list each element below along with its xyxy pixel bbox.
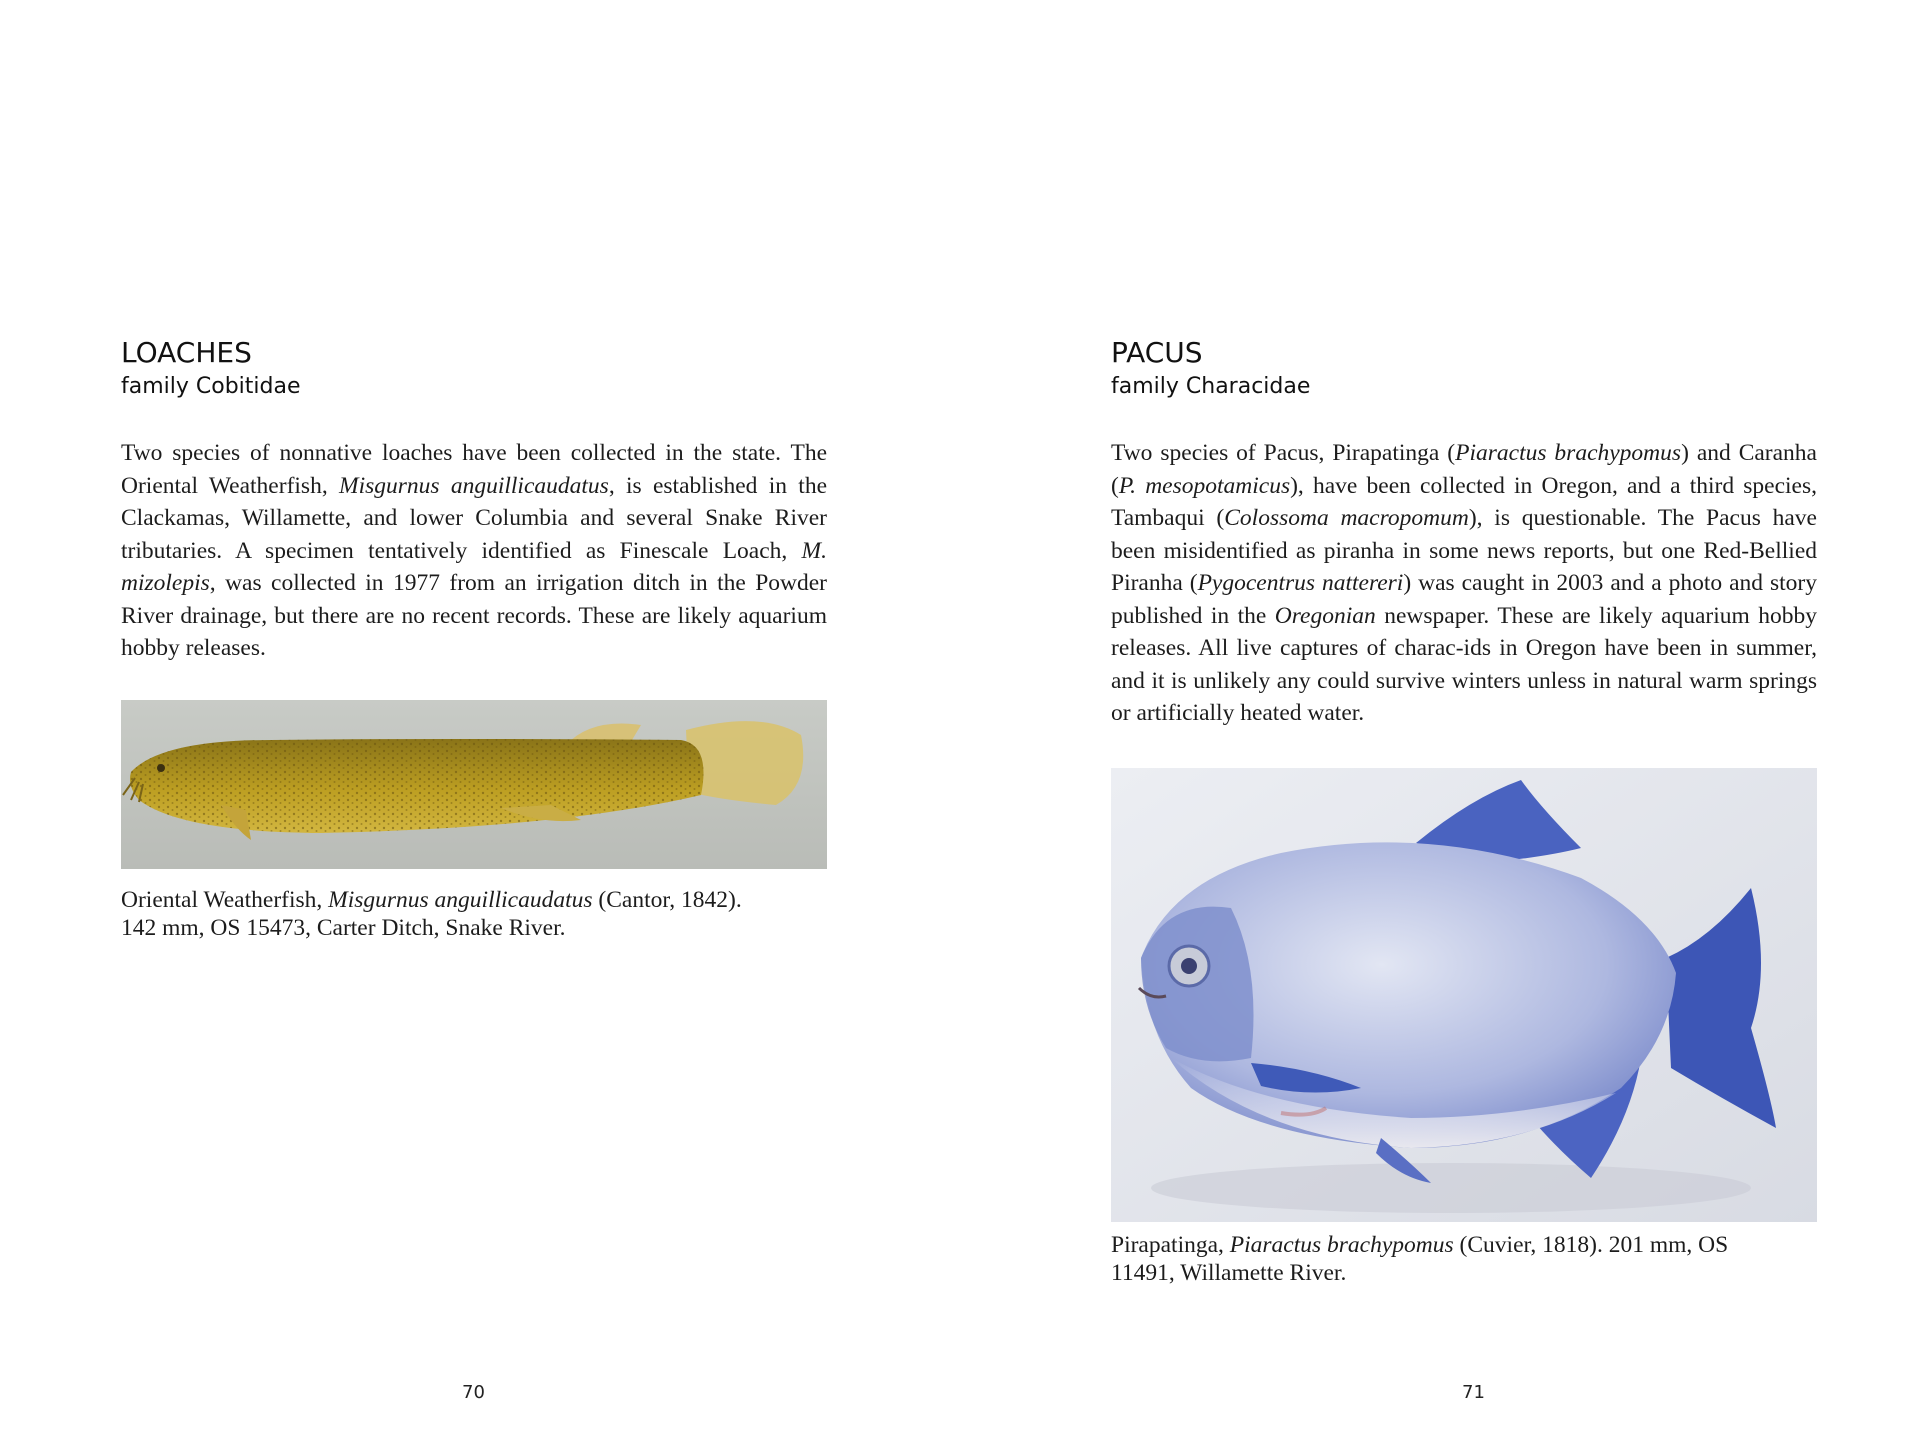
loaches-body-text	[121, 437, 827, 665]
text-run: ) was caught in 2003 and a photo and story published in the	[1111, 570, 1817, 629]
text-run: Pirapatinga,	[1111, 1232, 1230, 1258]
text-run: ) and Caranha (	[1111, 440, 1817, 499]
section-heading-pacus: PACUS	[1111, 336, 1203, 369]
italic-text-run: Misgurnus anguillicaudatus	[328, 887, 593, 913]
italic-text-run: Piaractus brachypomus	[1455, 440, 1682, 466]
text-run: ), have been collected in Oregon, and a third species, Tambaqui (	[1111, 472, 1817, 531]
pacus-body-text	[1111, 437, 1817, 730]
italic-text-run: Pygocentrus nattereri	[1197, 570, 1404, 596]
text-run: ), is questionable. The Pacus have been misidentified as piranha in some news reports, but one Red-Bellied Piranha (	[1111, 505, 1817, 596]
italic-text-run: P. mesopotamicus	[1118, 472, 1291, 499]
text-run: Two species of nonnative loaches have been collected in the state. The Oriental Weatherfish,	[121, 440, 827, 499]
section-subheading-family: family Characidae	[1111, 374, 1311, 399]
italic-text-run: Piaractus brachypomus	[1229, 1232, 1454, 1258]
section-heading-loaches: LOACHES	[121, 336, 252, 369]
oriental-weatherfish-photo	[121, 700, 827, 869]
text-run: , was collected in 1977 from an irrigation ditch in the Powder River drainage, but there are no recent records. These are likely aquarium hobby releases.	[121, 570, 827, 661]
italic-text-run: Misgurnus anguillicaudatus	[339, 472, 609, 499]
text-run: (Cuvier, 1818). 201 mm, OS 11491, Willamette River.	[1111, 1232, 1729, 1286]
text-run: , is established in the Clackamas, Willamette, and lower Columbia and several Snake River tributaries. A specimen tentatively identified as Finescale Loach,	[121, 472, 827, 564]
text-run: (Cantor, 1842). 142 mm, OS 15473, Carter Ditch, Snake River.	[121, 887, 742, 941]
page-number-left: 70	[462, 1382, 485, 1403]
text-run: Two species of Pacus, Pirapatinga (	[1111, 440, 1456, 466]
text-run: newspaper. These are likely aquarium hobby releases. All live captures of charac-ids in Oregon have been in summer, and it is unlikely any could survive winters unless in natural warm springs or artificially heated water.	[1111, 602, 1817, 726]
page-number-right: 71	[1462, 1382, 1485, 1403]
pirapatinga-photo	[1111, 768, 1817, 1222]
oriental-weatherfish-caption	[121, 886, 861, 942]
text-run: Oriental Weatherfish,	[121, 887, 329, 913]
italic-text-run: Colossoma macropomum	[1224, 505, 1469, 531]
right-page	[960, 0, 1920, 1440]
pirapatinga-caption	[1111, 1231, 1851, 1287]
italic-text-run: M. mizolepis	[121, 537, 827, 596]
italic-text-run: Oregonian	[1274, 602, 1376, 629]
section-subheading-family: family Cobitidae	[121, 374, 301, 399]
